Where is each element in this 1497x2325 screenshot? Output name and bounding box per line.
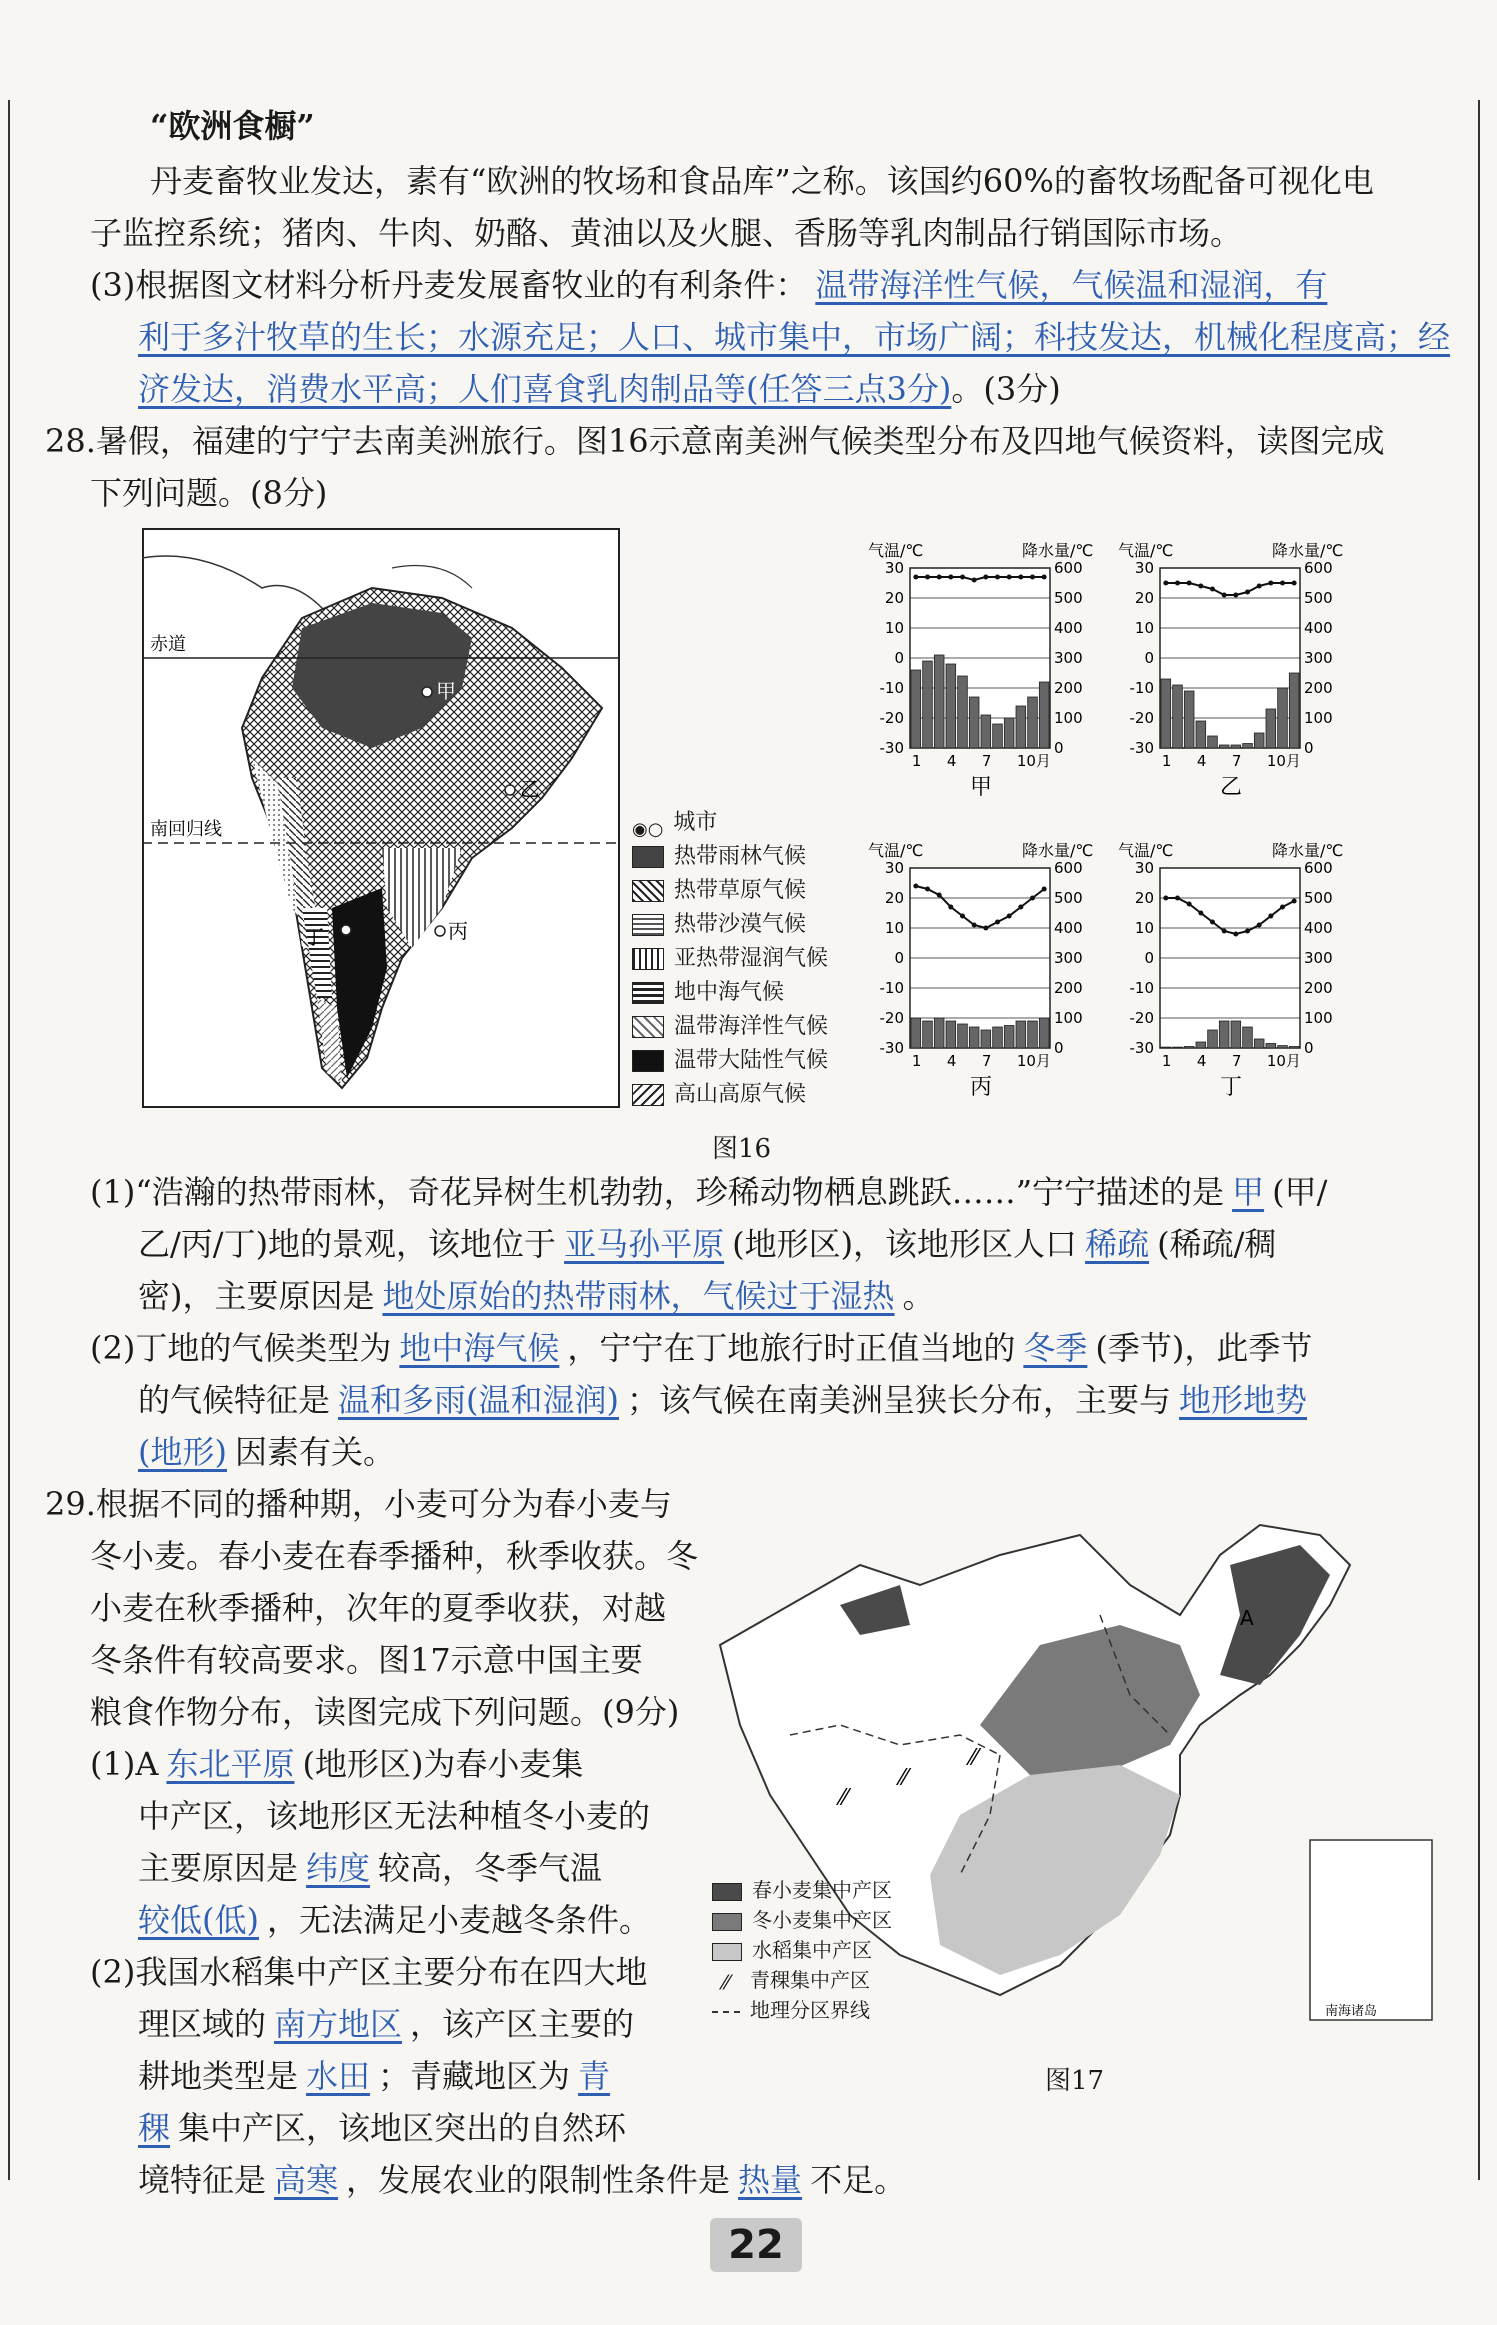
q29-p1-answer-3: 较低(低) [138, 1901, 259, 1939]
temp-point [1292, 581, 1297, 586]
temp-tick: -10 [1129, 979, 1154, 997]
temp-tick: -10 [1129, 679, 1154, 697]
legend-highland: 高山高原气候 [632, 1078, 806, 1112]
temp-point [1257, 584, 1262, 589]
climate-chart-ding [1118, 841, 1343, 1100]
q29-stem-2: 冬小麦。春小麦在春季播种，秋季收获。冬 [90, 1537, 699, 1575]
temp-point [1233, 593, 1238, 598]
temp-tick: 10 [1134, 919, 1154, 937]
x-tick: 4 [946, 752, 957, 770]
highland-barley-mark-1: ⁄⁄ [840, 1786, 848, 1811]
q29-stem-4: 冬条件有较高要求。图17示意中国主要 [90, 1641, 643, 1679]
temp-point [1245, 590, 1250, 595]
q28-stem-1: 28.暑假，福建的宁宁去南美洲旅行。图16示意南美洲气候类型分布及四地气候资料，读图完成 [45, 422, 1385, 460]
temp-tick: -30 [879, 1039, 904, 1057]
city-jia [422, 687, 432, 697]
q28-stem-2: 下列问题。(8分) [90, 474, 328, 512]
q29-p2-line-1: (2)我国水稻集中产区主要分布在四大地 [90, 1953, 648, 1991]
q28-p1-line-1: (1)“浩瀚的热带雨林，奇花异树生机勃勃，珍稀动物栖息跳跃……”宁宁描述的是 甲 (甲/ [90, 1173, 1328, 1211]
temp-tick: 30 [884, 859, 904, 877]
temp-point [1163, 581, 1168, 586]
precip-bar [1028, 697, 1038, 748]
q28-p1-line-3: 密)，主要原因是 地处原始的热带雨林，气候过于湿热 。 [138, 1277, 935, 1315]
temp-tick: 20 [1134, 889, 1154, 907]
temp-point [925, 887, 930, 892]
q29-p2-line-4: 稞 集中产区，该地区突出的自然环 [138, 2109, 627, 2147]
precip-tick: 100 [1054, 1009, 1083, 1027]
city-ding [341, 925, 351, 935]
temp-point [1280, 581, 1285, 586]
q3-answer-2: 利于多汁牧草的生长；水源充足；人口、城市集中，市场广阔；科技发达，机械化程度高；经 [138, 318, 1451, 356]
precip-bar [969, 1027, 979, 1048]
q28-p2-answer-4b: (地形) [138, 1433, 227, 1471]
precip-tick: 400 [1304, 619, 1333, 637]
temp-axis-label: 气温/℃ [868, 841, 924, 860]
q28-p1-answer-4: 地处原始的热带雨林，气候过于湿热 [382, 1277, 895, 1315]
precip-bar [1184, 691, 1194, 748]
precip-bar [1278, 1046, 1288, 1048]
x-tick: 10月 [1016, 1052, 1051, 1070]
q29-p1-line-3: 主要原因是 纬度 较高，冬季气温 [138, 1849, 603, 1887]
q29-p2-answer-3b: 稞 [138, 2109, 171, 2147]
precip-axis-label: 降水量/℃ [1022, 541, 1094, 560]
q29-p1-answer-1: 东北平原 [166, 1745, 295, 1783]
q28-p1-answer-2: 亚马孙平原 [564, 1225, 725, 1263]
precip-tick: 600 [1054, 859, 1083, 877]
map-label-a: A [1240, 1606, 1254, 1630]
temp-point [1030, 896, 1035, 901]
temp-tick: -10 [879, 979, 904, 997]
precip-bar [1219, 745, 1229, 748]
precip-tick: 300 [1054, 949, 1083, 967]
chart-title: 丁 [1220, 1075, 1243, 1100]
precip-bar [911, 1018, 921, 1048]
left-margin-line [8, 100, 10, 2180]
precip-bar [958, 676, 968, 748]
temp-point [972, 578, 977, 583]
legend-mediterranean: 地中海气候 [632, 976, 784, 1010]
inset-label: 南海诸岛 [1325, 2004, 1378, 2019]
x-tick: 7 [1231, 752, 1242, 770]
temp-point [1007, 575, 1012, 580]
precip-tick: 0 [1054, 739, 1064, 757]
x-tick: 7 [1231, 1052, 1242, 1070]
city-bing [435, 926, 445, 936]
temp-point [1245, 929, 1250, 934]
temp-tick: 10 [884, 919, 904, 937]
x-tick: 4 [1196, 752, 1207, 770]
temp-point [972, 923, 977, 928]
q28-p1-line-2: 乙/丙/丁)地的景观，该地位于 亚马孙平原 (地形区)，该地形区人口 稀疏 (稀疏/稠 [138, 1225, 1277, 1263]
precip-bar [1219, 1021, 1229, 1048]
temp-point [960, 914, 965, 919]
q3-suffix: 。(3分) [951, 370, 1061, 408]
x-tick: 10月 [1016, 752, 1051, 770]
temp-tick: -30 [1129, 739, 1154, 757]
precip-bar [1266, 1044, 1276, 1049]
precip-axis-label: 降水量/℃ [1272, 841, 1344, 860]
precip-tick: 500 [1054, 889, 1083, 907]
precip-bar [1289, 1047, 1299, 1049]
precip-tick: 400 [1054, 619, 1083, 637]
precip-bar [1004, 1026, 1014, 1049]
temp-tick: 0 [1144, 949, 1154, 967]
temp-point [925, 575, 930, 580]
precip-tick: 400 [1304, 919, 1333, 937]
temp-tick: -20 [1129, 1009, 1154, 1027]
precip-tick: 100 [1304, 1009, 1333, 1027]
x-tick: 1 [1161, 752, 1172, 770]
temp-point [937, 575, 942, 580]
legend-city: ◉○ 城市 [632, 810, 718, 840]
temp-point [1018, 905, 1023, 910]
x-tick: 1 [911, 1052, 922, 1070]
highland-barley-mark-3: ⁄⁄ [970, 1746, 978, 1771]
precip-tick: 200 [1054, 979, 1083, 997]
temp-point [937, 893, 942, 898]
temp-axis-label: 气温/℃ [1118, 841, 1174, 860]
chart-title: 甲 [970, 775, 993, 800]
figure-16-caption: 图16 [712, 1134, 772, 1164]
temp-point [1268, 581, 1273, 586]
precip-tick: 200 [1304, 679, 1333, 697]
q29-p2-answer-4: 高寒 [274, 2161, 339, 2199]
chart-title: 丙 [970, 1075, 993, 1100]
precip-tick: 200 [1054, 679, 1083, 697]
q29-p2-answer-5: 热量 [738, 2161, 803, 2199]
city-yi [505, 785, 515, 795]
highland-barley-mark-2: ⁄⁄ [900, 1766, 908, 1791]
precip-bar [1161, 1047, 1171, 1048]
temp-tick: -20 [1129, 709, 1154, 727]
temp-tick: -20 [879, 709, 904, 727]
precip-tick: 600 [1054, 559, 1083, 577]
q3-answer-1: 温带海洋性气候，气候温和湿润，有 [815, 266, 1328, 304]
temp-point [913, 884, 918, 889]
temp-point [1280, 905, 1285, 910]
equator-label: 赤道 [150, 634, 186, 655]
temp-point [1198, 584, 1203, 589]
precip-tick: 600 [1304, 859, 1333, 877]
temp-point [1042, 575, 1047, 580]
precip-tick: 300 [1054, 649, 1083, 667]
temp-tick: 10 [1134, 619, 1154, 637]
temp-point [1210, 587, 1215, 592]
chart-title: 乙 [1220, 775, 1243, 800]
temp-tick: -30 [1129, 1039, 1154, 1057]
precip-bar [1231, 745, 1241, 748]
temp-tick: 30 [884, 559, 904, 577]
temp-point [995, 920, 1000, 925]
page-number: 22 [710, 2218, 802, 2272]
climate-charts [860, 540, 1360, 1120]
precip-bar [1196, 1042, 1206, 1048]
q29-p2-line-5: 境特征是 高寒 ，发展农业的限制性条件是 热量 不足。 [138, 2161, 907, 2199]
precip-tick: 300 [1304, 949, 1333, 967]
legend-desert: 热带沙漠气候 [632, 908, 806, 942]
south-america-map [142, 528, 620, 1108]
precip-bar [946, 1021, 956, 1048]
city-symbol: ◉○ [632, 819, 664, 840]
temp-tick: -20 [879, 1009, 904, 1027]
temp-tick: 0 [894, 649, 904, 667]
precip-bar [1196, 721, 1206, 748]
precip-tick: 0 [1304, 739, 1314, 757]
q28-p2-answer-4a: 地形地势 [1179, 1381, 1308, 1419]
climate-chart-jia [868, 541, 1093, 800]
label-yi: 乙 [520, 777, 540, 801]
temp-tick: 20 [884, 589, 904, 607]
precip-bar [1243, 1027, 1253, 1048]
precip-bar [993, 724, 1003, 748]
cn-legend-winter-wheat: 冬小麦集中产区 [712, 1905, 892, 1935]
precip-tick: 300 [1304, 649, 1333, 667]
temp-tick: -30 [879, 739, 904, 757]
temp-point [983, 926, 988, 931]
q29-p2-answer-2: 水田 [306, 2057, 371, 2095]
x-tick: 1 [1161, 1052, 1172, 1070]
temp-point [1257, 923, 1262, 928]
temp-point [960, 575, 965, 580]
precip-bar [911, 670, 921, 748]
cn-legend-boundary: 地理分区界线 [712, 1995, 870, 2025]
precip-bar [1289, 673, 1299, 748]
precip-tick: 0 [1054, 1039, 1064, 1057]
precip-tick: 0 [1304, 1039, 1314, 1057]
temp-tick: 0 [1144, 649, 1154, 667]
temp-tick: 30 [1134, 559, 1154, 577]
x-tick: 7 [981, 1052, 992, 1070]
temp-point [1007, 914, 1012, 919]
temp-point [1187, 902, 1192, 907]
q29-p1-answer-2: 纬度 [306, 1849, 371, 1887]
climate-chart-bing [868, 841, 1093, 1100]
temp-point [1187, 581, 1192, 586]
precip-bar [1278, 688, 1288, 748]
q29-p2-line-3: 耕地类型是 水田 ；青藏地区为 青 [138, 2050, 618, 2102]
label-jia: 甲 [436, 679, 456, 703]
precip-tick: 100 [1304, 709, 1333, 727]
temp-point [1163, 896, 1168, 901]
precip-axis-label: 降水量/℃ [1272, 541, 1344, 560]
precip-bar [1039, 1018, 1049, 1048]
temp-point [1233, 932, 1238, 937]
precip-bar [1254, 733, 1264, 748]
q29-p1-line-1: (1)A 东北平原 (地形区)为春小麦集 [90, 1745, 584, 1783]
precip-bar [1004, 718, 1014, 748]
q29-stem-3: 小麦在秋季播种，次年的夏季收获，对越 [90, 1589, 667, 1627]
temp-point [948, 575, 953, 580]
precip-bar [1016, 706, 1026, 748]
tropic-label: 南回归线 [150, 819, 222, 840]
intro-line-1: 丹麦畜牧业发达，素有“欧洲的牧场和食品库”之称。该国约60%的畜牧场配备可视化电 [150, 162, 1374, 200]
temp-tick: -10 [879, 679, 904, 697]
cn-legend-spring-wheat: 春小麦集中产区 [712, 1875, 892, 1905]
precip-bar [1039, 682, 1049, 748]
precip-bar [981, 1030, 991, 1048]
precip-tick: 600 [1304, 559, 1333, 577]
q29-p1-line-2: 中产区，该地形区无法种植冬小麦的 [138, 1797, 651, 1835]
precip-bar [958, 1024, 968, 1048]
legend-rainforest: 热带雨林气候 [632, 840, 806, 874]
precip-bar [934, 1018, 944, 1048]
precip-bar [1173, 685, 1183, 748]
right-margin-line [1478, 100, 1480, 2180]
temp-point [1042, 887, 1047, 892]
precip-tick: 500 [1054, 589, 1083, 607]
q28-p2-answer-3: 温和多雨(温和湿润) [338, 1381, 619, 1419]
q3-line-2 [138, 311, 1450, 363]
precip-bar [1243, 744, 1253, 749]
precip-bar [1208, 736, 1218, 748]
q28-p2-answer-1: 地中海气候 [399, 1329, 560, 1367]
precip-tick: 100 [1054, 709, 1083, 727]
temp-point [913, 575, 918, 580]
temp-point [1175, 896, 1180, 901]
temp-point [983, 575, 988, 580]
intro-line-2: 子监控系统；猪肉、牛肉、奶酪、黄油以及火腿、香肠等乳肉制品行销国际市场。 [90, 214, 1243, 252]
legend-savanna: 热带草原气候 [632, 874, 806, 908]
legend-marine: 温带海洋性气候 [632, 1010, 828, 1044]
precip-tick: 500 [1304, 889, 1333, 907]
temp-point [1210, 920, 1215, 925]
temp-point [948, 905, 953, 910]
q28-p2-line-2: 的气候特征是 温和多雨(温和湿润) ；该气候在南美洲呈狭长分布，主要与 地形地势 [138, 1374, 1315, 1426]
x-tick: 7 [981, 752, 992, 770]
precip-bar [1161, 679, 1171, 748]
x-tick: 10月 [1266, 752, 1301, 770]
precip-bar [1231, 1021, 1241, 1048]
temp-axis-label: 气温/℃ [868, 541, 924, 560]
q3-line-3 [138, 363, 1061, 415]
temp-point [1268, 914, 1273, 919]
temp-point [1175, 581, 1180, 586]
q28-p2-line-1: (2)丁地的气候类型为 地中海气候 ，宁宁在丁地旅行时正值当地的 冬季 (季节)，此季节 [90, 1329, 1313, 1367]
figure-17-caption: 图17 [1045, 2066, 1105, 2096]
precip-bar [1208, 1030, 1218, 1048]
temp-point [1292, 899, 1297, 904]
legend-continental: 温带大陆性气候 [632, 1044, 828, 1078]
temp-tick: 20 [1134, 589, 1154, 607]
q29-stem-1: 29.根据不同的播种期，小麦可分为春小麦与 [45, 1485, 672, 1523]
temp-point [1222, 593, 1227, 598]
temp-point [1198, 911, 1203, 916]
label-ding: 丁 [304, 925, 324, 949]
precip-bar [993, 1027, 1003, 1048]
precip-bar [946, 664, 956, 748]
temp-tick: 20 [884, 889, 904, 907]
precip-bar [1016, 1021, 1026, 1048]
temp-tick: 10 [884, 619, 904, 637]
precip-bar [934, 655, 944, 748]
section-title: “欧洲食橱” [150, 107, 315, 145]
q28-p1-answer-1: 甲 [1232, 1173, 1265, 1211]
q28-p1-answer-3: 稀疏 [1085, 1225, 1150, 1263]
q29-stem-5: 粮食作物分布，读图完成下列问题。(9分) [90, 1693, 680, 1731]
temp-point [1222, 929, 1227, 934]
q29-p2-answer-1: 南方地区 [274, 2005, 403, 2043]
precip-bar [981, 715, 991, 748]
precip-bar [923, 1021, 933, 1048]
q28-p2-answer-2: 冬季 [1023, 1329, 1088, 1367]
precip-bar [969, 697, 979, 748]
precip-tick: 200 [1304, 979, 1333, 997]
q3-prefix: (3)根据图文材料分析丹麦发展畜牧业的有利条件： [90, 266, 808, 304]
precip-axis-label: 降水量/℃ [1022, 841, 1094, 860]
precip-bar [1266, 709, 1276, 748]
x-tick: 10月 [1266, 1052, 1301, 1070]
x-tick: 1 [911, 752, 922, 770]
q29-p2-line-2: 理区域的 南方地区 ，该产区主要的 [138, 2005, 635, 2043]
climate-chart-yi [1118, 541, 1343, 800]
q3-line-1 [90, 259, 1335, 311]
temp-axis-label: 气温/℃ [1118, 541, 1174, 560]
temp-tick: 0 [894, 949, 904, 967]
precip-tick: 500 [1304, 589, 1333, 607]
precip-bar [1184, 1047, 1194, 1049]
temp-point [1018, 575, 1023, 580]
precip-bar [1173, 1047, 1183, 1048]
q29-p2-answer-3a: 青 [578, 2057, 611, 2095]
cn-legend-barley: ⁄⁄ 青稞集中产区 [722, 1968, 870, 1994]
x-tick: 4 [1196, 1052, 1207, 1070]
q28-p2-line-3: (地形) 因素有关。 [138, 1433, 395, 1471]
temp-point [995, 575, 1000, 580]
q3-answer-3: 济发达，消费水平高；人们喜食乳肉制品等(任答三点3分) [138, 370, 952, 408]
precip-bar [1028, 1021, 1038, 1048]
south-china-sea-inset [1310, 1840, 1432, 2020]
q29-p1-line-4: 较低(低) ，无法满足小麦越冬条件。 [138, 1901, 651, 1939]
cn-legend-rice: 水稻集中产区 [712, 1935, 872, 1965]
precip-bar [1254, 1039, 1264, 1048]
precip-tick: 400 [1054, 919, 1083, 937]
label-bing: 丙 [448, 919, 468, 943]
precip-bar [923, 661, 933, 748]
temp-point [1030, 575, 1035, 580]
temp-tick: 30 [1134, 859, 1154, 877]
legend-humid-subtropical: 亚热带湿润气候 [632, 942, 828, 976]
x-tick: 4 [946, 1052, 957, 1070]
